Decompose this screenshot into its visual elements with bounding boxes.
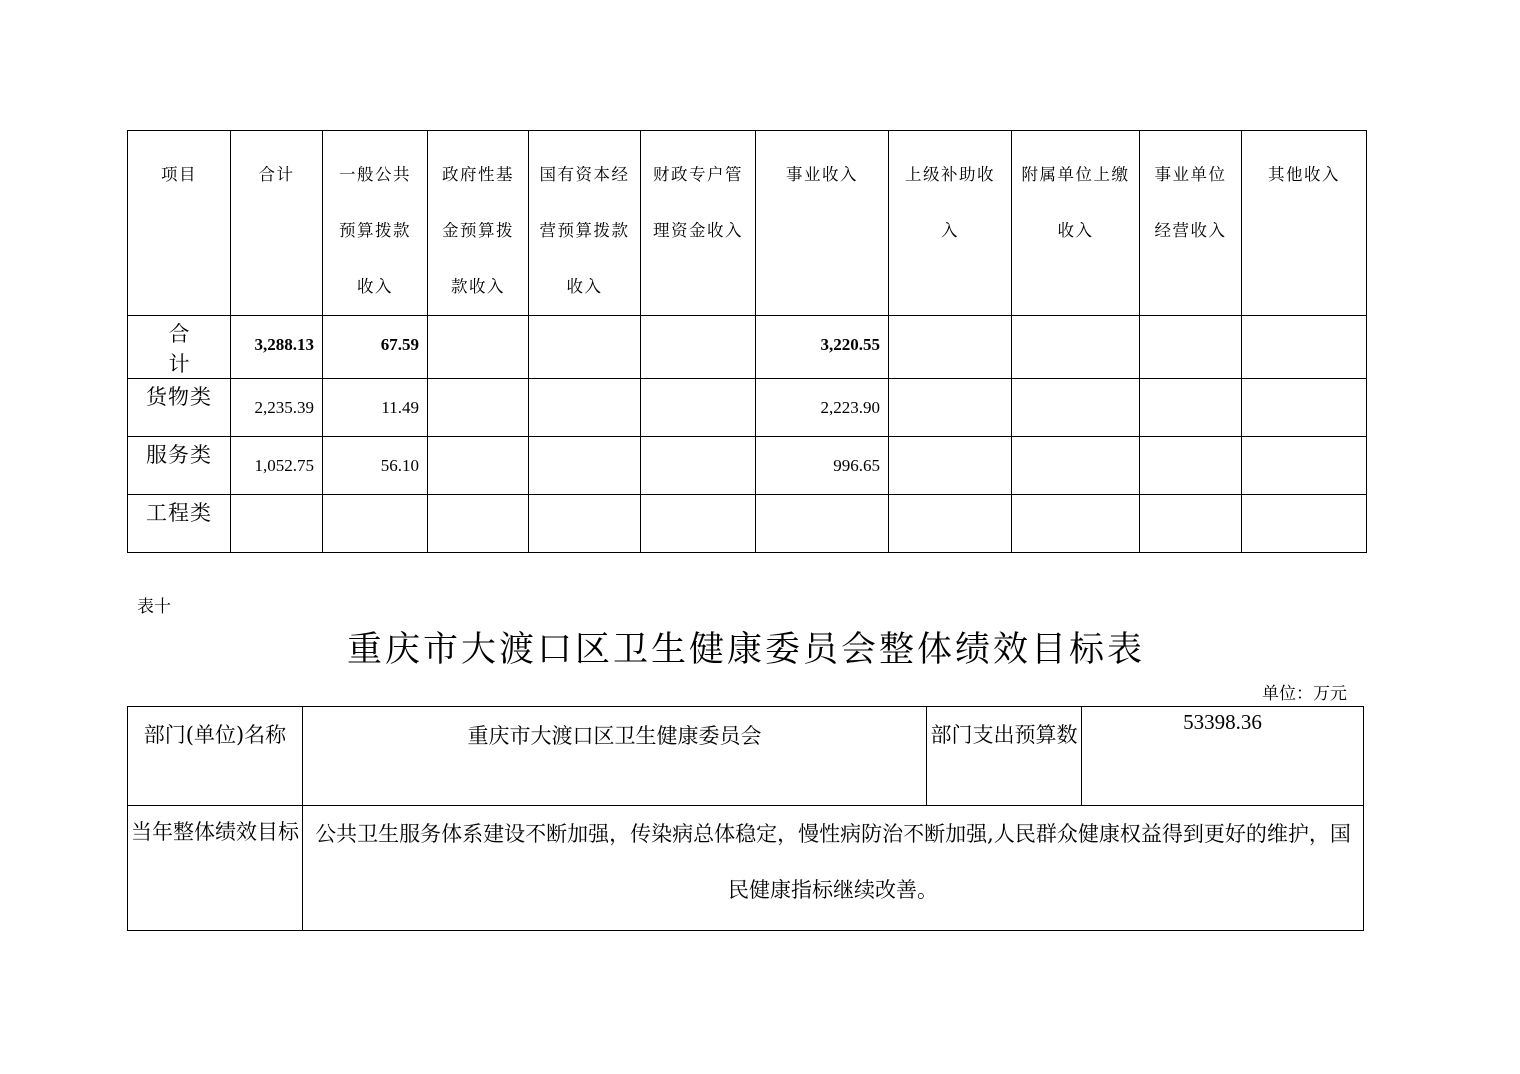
cell-general-budget: 11.49 xyxy=(381,398,419,417)
header-cell xyxy=(889,131,1012,316)
row-name: 合计 xyxy=(168,322,214,376)
cell-total: 1,052.75 xyxy=(254,456,314,475)
cell-superior-subsidy xyxy=(889,379,1011,398)
budget-label: 部门支出预算数 xyxy=(930,723,1078,747)
cell-superior-subsidy xyxy=(889,316,1011,335)
performance-goal-table xyxy=(127,706,1364,931)
header-state-capital: 国有资本经 营预算拨款 收入 xyxy=(539,165,630,296)
cell-fiscal-special xyxy=(641,379,755,398)
dept-name-label: 部门(单位)名称 xyxy=(143,723,287,747)
budget-value: 53398.36 xyxy=(1183,710,1262,734)
header-business-income: 事业收入 xyxy=(786,165,858,184)
cell-gov-fund xyxy=(428,379,528,398)
page-title: 重庆市大渡口区卫生健康委员会整体绩效目标表 xyxy=(346,630,1145,670)
cell-operating xyxy=(1140,495,1241,514)
unit-label: 单位：万元 xyxy=(1262,684,1347,704)
goal-label: 当年整体绩效目标 xyxy=(131,820,299,844)
cell-fiscal-special xyxy=(641,437,755,456)
header-cell xyxy=(1242,131,1367,316)
cell-total xyxy=(231,495,322,514)
row-name: 服务类 xyxy=(146,443,212,467)
header-operating: 事业单位 经营收入 xyxy=(1154,165,1227,240)
table-number-label: 表十 xyxy=(137,597,171,617)
header-general-budget: 一般公共 预算拨款 收入 xyxy=(339,165,411,296)
header-affiliated: 附属单位上缴 收入 xyxy=(1021,165,1130,240)
cell-state-capital xyxy=(529,316,640,335)
dept-name-value: 重庆市大渡口区卫生健康委员会 xyxy=(467,724,762,748)
header-superior-subsidy: 上级补助收 入 xyxy=(905,165,995,240)
table-row-goods xyxy=(128,379,1367,437)
cell-affiliated xyxy=(1012,495,1139,514)
cell-operating xyxy=(1140,316,1241,335)
cell-total: 3,288.13 xyxy=(254,335,314,354)
header-gov-fund: 政府性基 金预算拨 款收入 xyxy=(442,165,514,296)
header-fiscal-special: 财政专户管 理资金收入 xyxy=(653,165,743,240)
cell-business-income: 2,223.90 xyxy=(820,398,880,417)
cell-general-budget xyxy=(323,495,427,514)
cell-business-income: 3,220.55 xyxy=(820,335,880,354)
header-cell xyxy=(128,131,231,316)
cell-other xyxy=(1242,495,1366,514)
dept-info-row xyxy=(128,707,1364,806)
header-cell xyxy=(529,131,641,316)
cell-general-budget: 56.10 xyxy=(380,456,419,475)
header-cell xyxy=(1012,131,1140,316)
cell-affiliated xyxy=(1012,316,1139,335)
header-other: 其他收入 xyxy=(1268,165,1340,184)
header-cell xyxy=(428,131,529,316)
header-cell xyxy=(231,131,323,316)
table-row-services xyxy=(128,437,1367,495)
cell-gov-fund xyxy=(428,437,528,456)
cell-fiscal-special xyxy=(641,495,755,514)
row-name: 工程类 xyxy=(146,501,212,525)
cell-fiscal-special xyxy=(641,316,755,335)
cell-affiliated xyxy=(1012,379,1139,398)
header-cell xyxy=(641,131,756,316)
cell-state-capital xyxy=(529,495,640,514)
table-row-total xyxy=(128,316,1367,379)
cell-total: 2,235.39 xyxy=(254,398,314,417)
cell-state-capital xyxy=(529,379,640,398)
header-cell xyxy=(1140,131,1242,316)
cell-business-income: 996.65 xyxy=(833,456,880,475)
header-cell xyxy=(323,131,428,316)
table-row-engineering xyxy=(128,495,1367,553)
header-item: 项目 xyxy=(161,165,197,184)
cell-state-capital xyxy=(529,437,640,456)
cell-affiliated xyxy=(1012,437,1139,456)
cell-gov-fund xyxy=(428,495,528,514)
cell-other xyxy=(1242,379,1366,398)
cell-general-budget: 67.59 xyxy=(380,335,419,354)
cell-operating xyxy=(1140,437,1241,456)
cell-business-income xyxy=(756,495,888,514)
row-name: 货物类 xyxy=(146,385,212,409)
cell-superior-subsidy xyxy=(889,437,1011,456)
cell-other xyxy=(1242,316,1366,335)
header-total: 合计 xyxy=(258,165,295,184)
cell-other xyxy=(1242,437,1366,456)
header-cell xyxy=(756,131,889,316)
income-table xyxy=(127,130,1367,553)
cell-superior-subsidy xyxy=(889,495,1011,514)
goal-text: 公共卫生服务体系建设不断加强，传染病总体稳定，慢性病防治不断加强,人民群众健康权益得到更好的维护，国民健康指标继续改善。 xyxy=(315,822,1351,902)
cell-operating xyxy=(1140,379,1241,398)
goal-row xyxy=(128,806,1364,931)
cell-gov-fund xyxy=(428,316,528,335)
income-table-header-row xyxy=(128,131,1367,316)
